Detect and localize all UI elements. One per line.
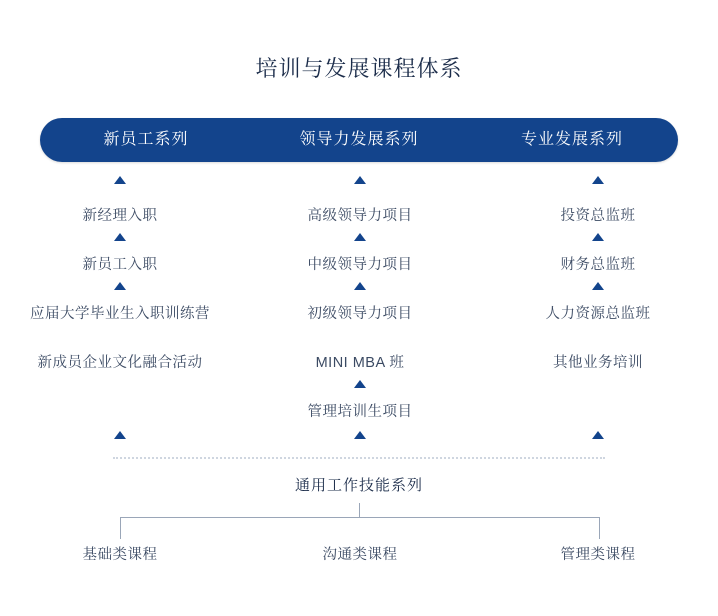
triangle-up-icon <box>354 431 366 439</box>
column-new-employee <box>0 192 240 388</box>
list-item[interactable]: MINI MBA 班 <box>315 355 405 371</box>
list-item[interactable]: 初级领导力项目 <box>307 306 413 322</box>
list-item[interactable]: 其他业务培训 <box>553 355 643 371</box>
list-item[interactable]: 新成员企业文化融合活动 <box>37 355 203 371</box>
list-item[interactable]: 财务总监班 <box>560 257 636 273</box>
bracket-connector <box>120 517 600 539</box>
triangle-up-icon <box>354 233 366 241</box>
header-cell-professional[interactable]: 专业发展系列 <box>520 131 623 148</box>
triangle-up-icon <box>114 233 126 241</box>
triangle-up-icon <box>114 431 126 439</box>
list-item[interactable]: 中级领导力项目 <box>307 257 413 273</box>
list-item[interactable]: 新经理入职 <box>82 208 158 224</box>
column-professional <box>478 192 718 388</box>
series-header-bar <box>40 118 678 162</box>
header-cell-leadership[interactable]: 领导力发展系列 <box>299 131 419 148</box>
triangle-up-icon <box>114 176 126 184</box>
bottom-item-basic[interactable]: 基础类课程 <box>82 547 158 563</box>
triangle-up-icon <box>592 431 604 439</box>
page-title: 培训与发展课程体系 <box>255 56 463 81</box>
triangle-up-icon <box>592 282 604 290</box>
bracket-stem <box>359 503 360 517</box>
triangle-up-icon <box>592 233 604 241</box>
list-item[interactable]: 高级领导力项目 <box>307 208 413 224</box>
list-item[interactable]: 应届大学毕业生入职训练营 <box>30 306 210 322</box>
dotted-divider <box>113 457 605 459</box>
triangle-up-icon <box>354 282 366 290</box>
list-item[interactable]: 投资总监班 <box>560 208 636 224</box>
list-item[interactable]: 人力资源总监班 <box>545 306 651 322</box>
bottom-item-management[interactable]: 管理类课程 <box>560 547 636 563</box>
triangle-up-icon <box>354 380 366 388</box>
common-skills-label: 通用工作技能系列 <box>294 477 423 494</box>
list-item[interactable]: 管理培训生项目 <box>307 404 413 420</box>
header-cell-new-employee[interactable]: 新员工系列 <box>103 131 189 148</box>
triangle-up-icon <box>592 176 604 184</box>
bottom-item-communication[interactable]: 沟通类课程 <box>322 547 398 563</box>
triangle-up-icon <box>114 282 126 290</box>
column-leadership <box>240 192 480 437</box>
triangle-up-icon <box>354 176 366 184</box>
list-item[interactable]: 新员工入职 <box>82 257 158 273</box>
